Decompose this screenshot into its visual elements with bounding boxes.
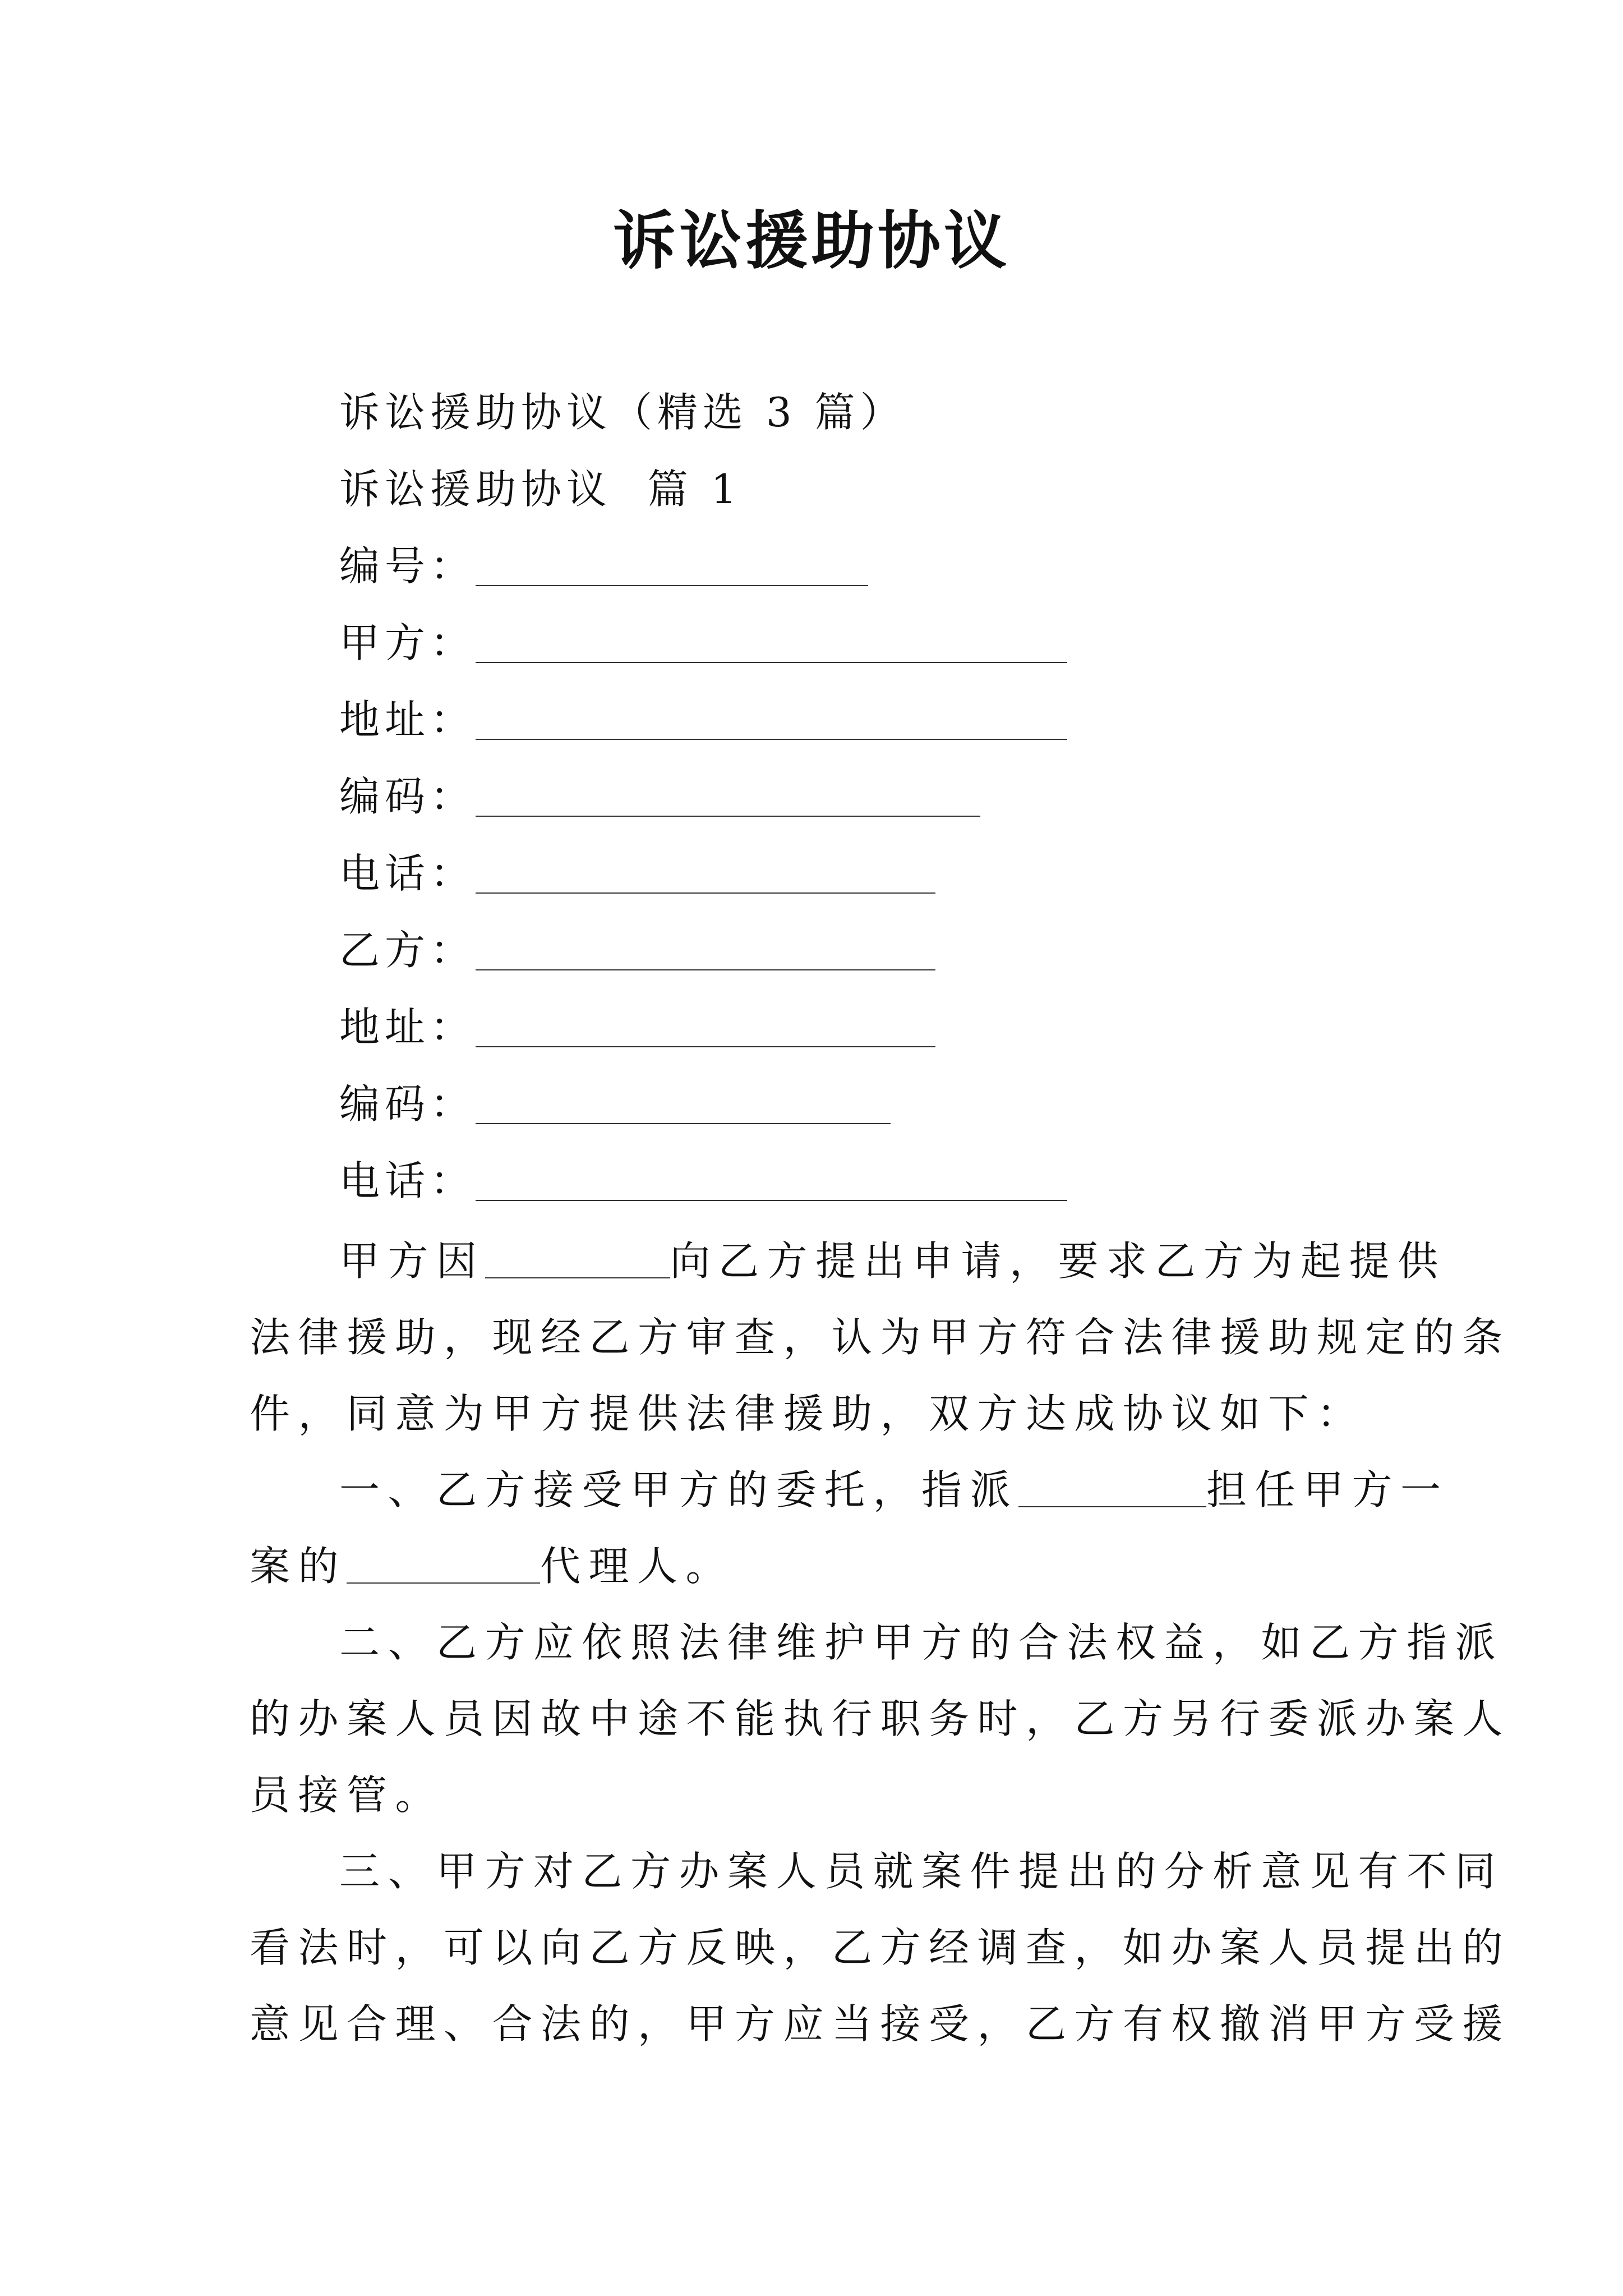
paragraph-line: 意见合理、合法的，甲方应当接受，乙方有权撤消甲方受援 [250,2000,1511,2047]
field-row [339,999,935,1055]
document-subtitle: 诉讼援助协议（精选 3 篇） [339,389,906,436]
field-label: 乙方： [339,927,476,974]
paragraph-line: 员接管。 [250,1772,444,1819]
paragraph-line: 件，同意为甲方提供法律援助，双方达成协议如下： [250,1390,1366,1437]
paragraph-text: 担任甲方一 [1206,1466,1449,1513]
field-blank[interactable] [476,547,868,586]
field-row [339,1076,891,1132]
paragraph-line: 的办案人员因故中途不能执行职务时，乙方另行委派办案人 [250,1695,1511,1742]
field-blank[interactable] [476,777,980,817]
field-blank[interactable] [476,624,1067,663]
paragraph-line [339,1223,1446,1299]
paragraph-line: 二、乙方应依照法律维护甲方的合法权益，如乙方指派 [339,1619,1504,1666]
field-blank[interactable] [476,1008,935,1047]
paragraph-text: 案的 [250,1543,347,1590]
field-row [339,922,935,978]
paragraph-line: 三、甲方对乙方办案人员就案件提出的分析意见有不同 [339,1848,1504,1895]
page-title: 诉讼援助协议 [613,204,1010,278]
paragraph-text: 一、乙方接受甲方的委托，指派 [339,1466,1019,1513]
field-label: 电话： [339,850,476,897]
field-blank[interactable] [476,1085,891,1124]
section-heading: 诉讼援助协议 篇 1 [339,466,742,513]
field-row [339,615,1067,671]
paragraph-line: 法律援助，现经乙方审查，认为甲方符合法律援助规定的条 [250,1314,1511,1361]
paragraph-line [250,1528,734,1604]
paragraph-text: 向乙方提出申请，要求乙方为起提供 [670,1237,1446,1285]
field-row [339,692,1067,748]
paragraph-line [339,1452,1449,1528]
inline-blank[interactable] [347,1549,540,1584]
field-blank[interactable] [476,854,935,894]
field-blank[interactable] [476,931,935,970]
field-row [339,769,980,825]
field-label: 电话： [339,1157,476,1204]
field-row [339,845,935,901]
field-label: 地址： [339,696,476,743]
field-blank[interactable] [476,1162,1067,1201]
inline-blank[interactable] [485,1244,670,1278]
paragraph-text: 代理人。 [540,1543,735,1590]
field-label: 地址： [339,1004,476,1051]
paragraph-line: 看法时，可以向乙方反映，乙方经调查，如办案人员提出的 [250,1924,1511,1971]
field-label: 编号： [339,542,476,590]
paragraph-text: 甲方因 [339,1237,485,1285]
field-row [339,1153,1067,1209]
field-label: 编码： [339,1080,476,1128]
inline-blank[interactable] [1018,1473,1206,1507]
field-label: 甲方： [339,619,476,666]
field-label: 编码： [339,773,476,820]
field-row [339,538,868,594]
field-blank[interactable] [476,701,1067,740]
